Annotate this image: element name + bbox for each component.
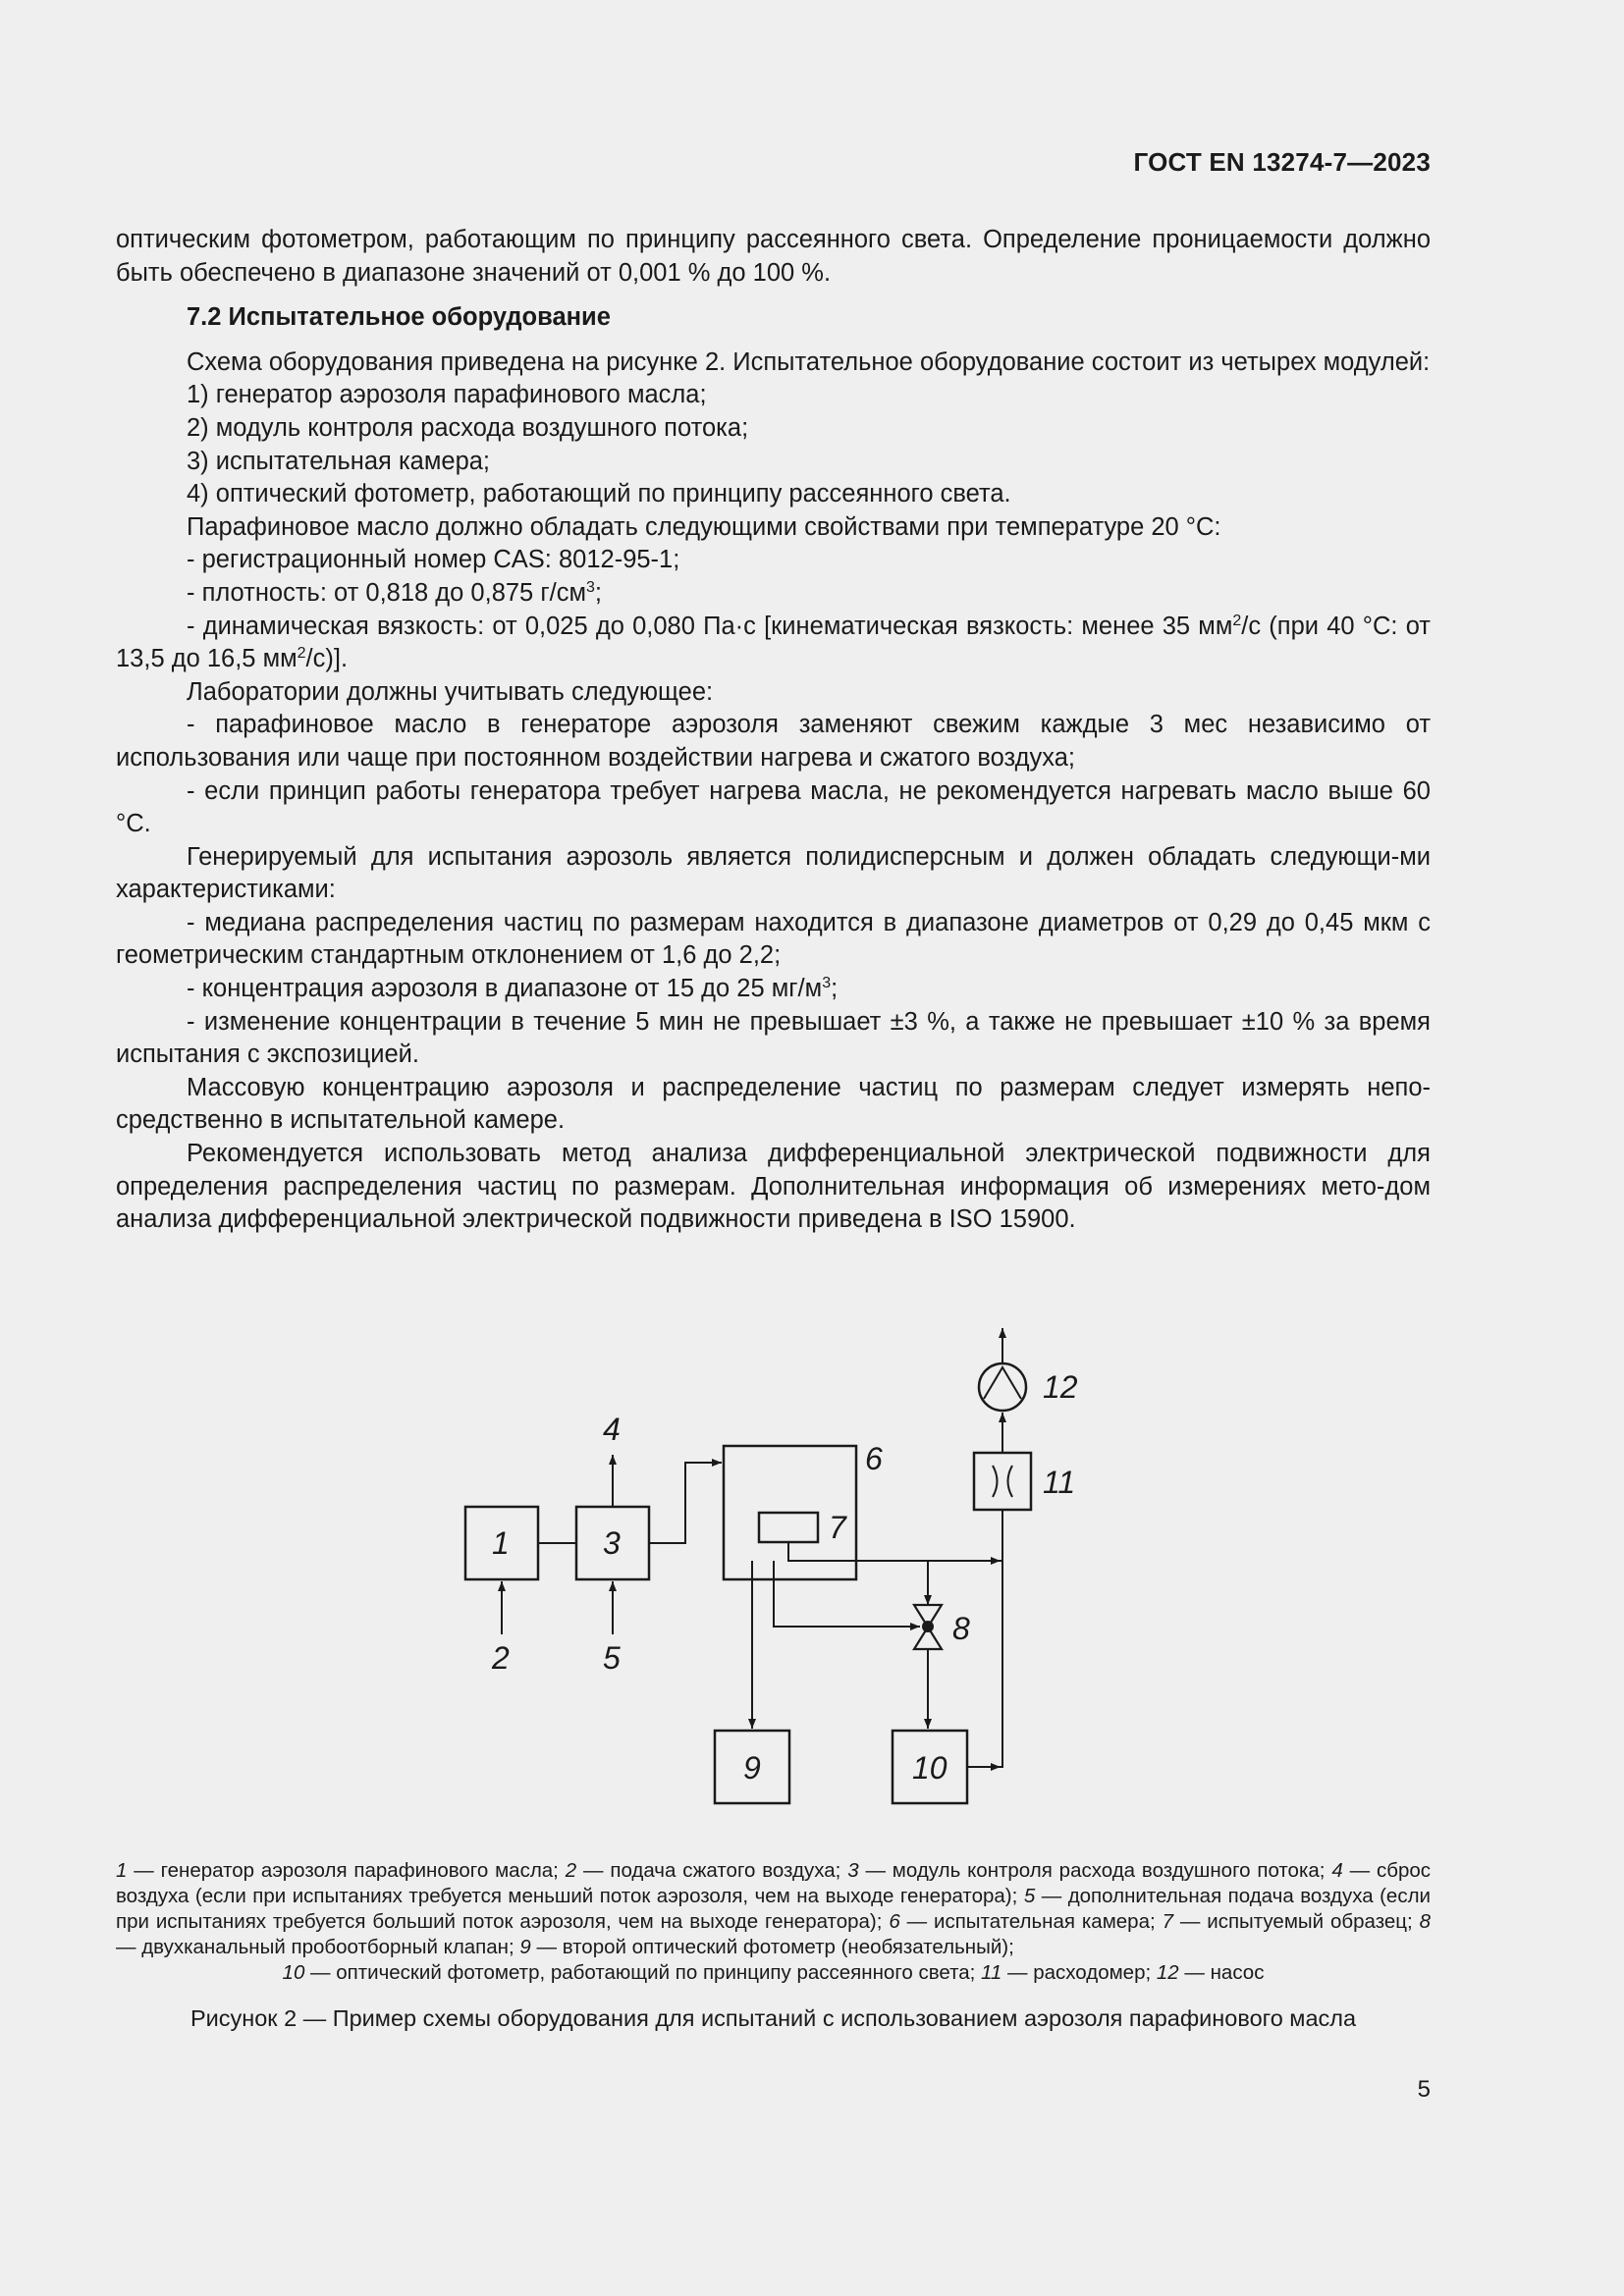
label-9: 9 — [743, 1750, 761, 1786]
label-2: 2 — [492, 1640, 510, 1676]
section-heading: 7.2 Испытательное оборудование — [187, 303, 611, 332]
figure-legend — [116, 1858, 1431, 1986]
legend-item: 2 — подача сжатого воздуха; — [565, 1859, 848, 1882]
equipment-diagram — [432, 1310, 1119, 1821]
page-number: 5 — [1417, 2076, 1431, 2103]
recommendation-paragraph: Рекомендуется использовать метод анализа дифференциальной электрической подвижности для определения распределения частиц по размерам. Дополнительная информация об измерениях мето-дом анализа дифференциальной электрической подвижности приведена в ISO 15900. — [116, 1140, 1431, 1234]
legend-item: 8 — двухканальный пробоотборный клапан; — [116, 1910, 1431, 1958]
labs-item: - парафиновое масло в генераторе аэрозоля заменяют свежим каждые 3 мес независимо от использования или чаще при постоянном воздействии нагрева и сжатого воздуха; — [116, 711, 1431, 772]
legend-item: 6 — испытательная камера; — [889, 1910, 1163, 1933]
label-6: 6 — [865, 1441, 883, 1476]
aerosol-item: - концентрация аэрозоля в диапазоне от 15 до 25 $мг/м^3$; — [187, 975, 839, 1003]
legend-item: 12 — насос — [1156, 1961, 1265, 1984]
label-10: 10 — [912, 1750, 947, 1786]
labs-paragraph: Лаборатории должны учитывать следующее: — [187, 677, 714, 706]
aerosol-item: - медиана распределения частиц по размерам находится в диапазоне диаметров от 0,29 до 0,45 мкм с геометрическим стандартным отклонением от 1,6 до 2,2; — [116, 908, 1431, 970]
module-item: 4) оптический фотометр, работающий по принципу рассеянного света. — [187, 480, 1011, 508]
labs-item: - если принцип работы генератора требует нагрева масла, не рекомендуется нагревать масло выше 60 °С. — [116, 776, 1431, 838]
oil-properties-paragraph: Парафиновое масло должно обладать следующими свойствами при температуре 20 °С: — [187, 512, 1221, 541]
legend-item: 4 — сброс воздуха (если при испытаниях требуется меньший поток аэрозоля, чем на выходе генератора); — [116, 1859, 1431, 1907]
legend-item: 11 — расходомер; — [981, 1961, 1157, 1984]
legend-item: 1 — генератор аэрозоля парафинового масла; — [116, 1859, 566, 1882]
module-item: 2) модуль контроля расхода воздушного потока; — [187, 413, 749, 442]
aerosol-item: - изменение концентрации в течение 5 мин не превышает ±3 %, а также не превышает ±10 % за время испытания с экспозицией. — [116, 1007, 1431, 1069]
legend-last-line — [116, 1960, 1431, 1986]
box-test-sample — [759, 1513, 818, 1542]
label-1: 1 — [492, 1525, 510, 1561]
label-5: 5 — [603, 1640, 621, 1676]
pump-symbol — [979, 1363, 1026, 1411]
module-item: 3) испытательная камера; — [187, 447, 491, 475]
figure-caption: Рисунок 2 — Пример схемы оборудования для испытаний с использованием аэрозоля парафинового масла — [189, 2005, 1357, 2031]
oil-density-item: - плотность: от 0,818 до 0,875 $г/см^3$; — [187, 578, 602, 607]
diagram-svg — [432, 1310, 1119, 1821]
label-8: 8 — [952, 1611, 970, 1646]
mass-concentration-paragraph: Массовую концентрацию аэрозоля и распределение частиц по размерам следует измерять непо-средственно в испытательной камере. — [116, 1073, 1431, 1135]
legend-item: 5 — дополнительная подача воздуха (если при испытаниях требуется больший поток аэрозоля, чем на выходе генератора); — [116, 1885, 1431, 1933]
label-11: 11 — [1043, 1465, 1076, 1500]
legend-item: 7 — испытуемый образец; — [1162, 1910, 1420, 1933]
scheme-paragraph: Схема оборудования приведена на рисунке 2. Испытательное оборудование состоит из четырех модулей: — [187, 347, 1431, 376]
label-4: 4 — [603, 1412, 621, 1447]
legend-item: 9 — второй оптический фотометр (необязательный); — [519, 1936, 1014, 1958]
label-7: 7 — [829, 1510, 846, 1545]
oil-cas-item: - регистрационный номер CAS: 8012-95-1; — [187, 546, 680, 574]
label-3: 3 — [603, 1525, 621, 1561]
oil-viscosity-item: - динамическая вязкость: от 0,025 до 0,080 Па·с [кинематическая вязкость: менее 35 $мм^2/с$ (при 40 °С: от 13,5 до 16,5 $мм^2/с$)]. — [116, 612, 1431, 673]
box-flowmeter — [974, 1453, 1031, 1510]
document-header: ГОСТ EN 13274-7—2023 — [1133, 147, 1431, 177]
aerosol-paragraph: Генерируемый для испытания аэрозоль является полидисперсным и должен обладать следующи-ми характеристиками: — [116, 842, 1431, 904]
label-12: 12 — [1043, 1369, 1078, 1405]
intro-paragraph: оптическим фотометром, работающим по принципу рассеянного света. Определение проницаемости должно быть обеспечено в диапазоне значений от 0,001 % до 100 %. — [116, 226, 1431, 287]
body-text — [116, 224, 1431, 1237]
legend-item: 3 — модуль контроля расхода воздушного потока; — [847, 1859, 1332, 1882]
legend-item: 10 — оптический фотометр, работающий по принципу рассеянного света; — [282, 1961, 982, 1984]
module-item: 1) генератор аэрозоля парафинового масла; — [187, 381, 707, 409]
